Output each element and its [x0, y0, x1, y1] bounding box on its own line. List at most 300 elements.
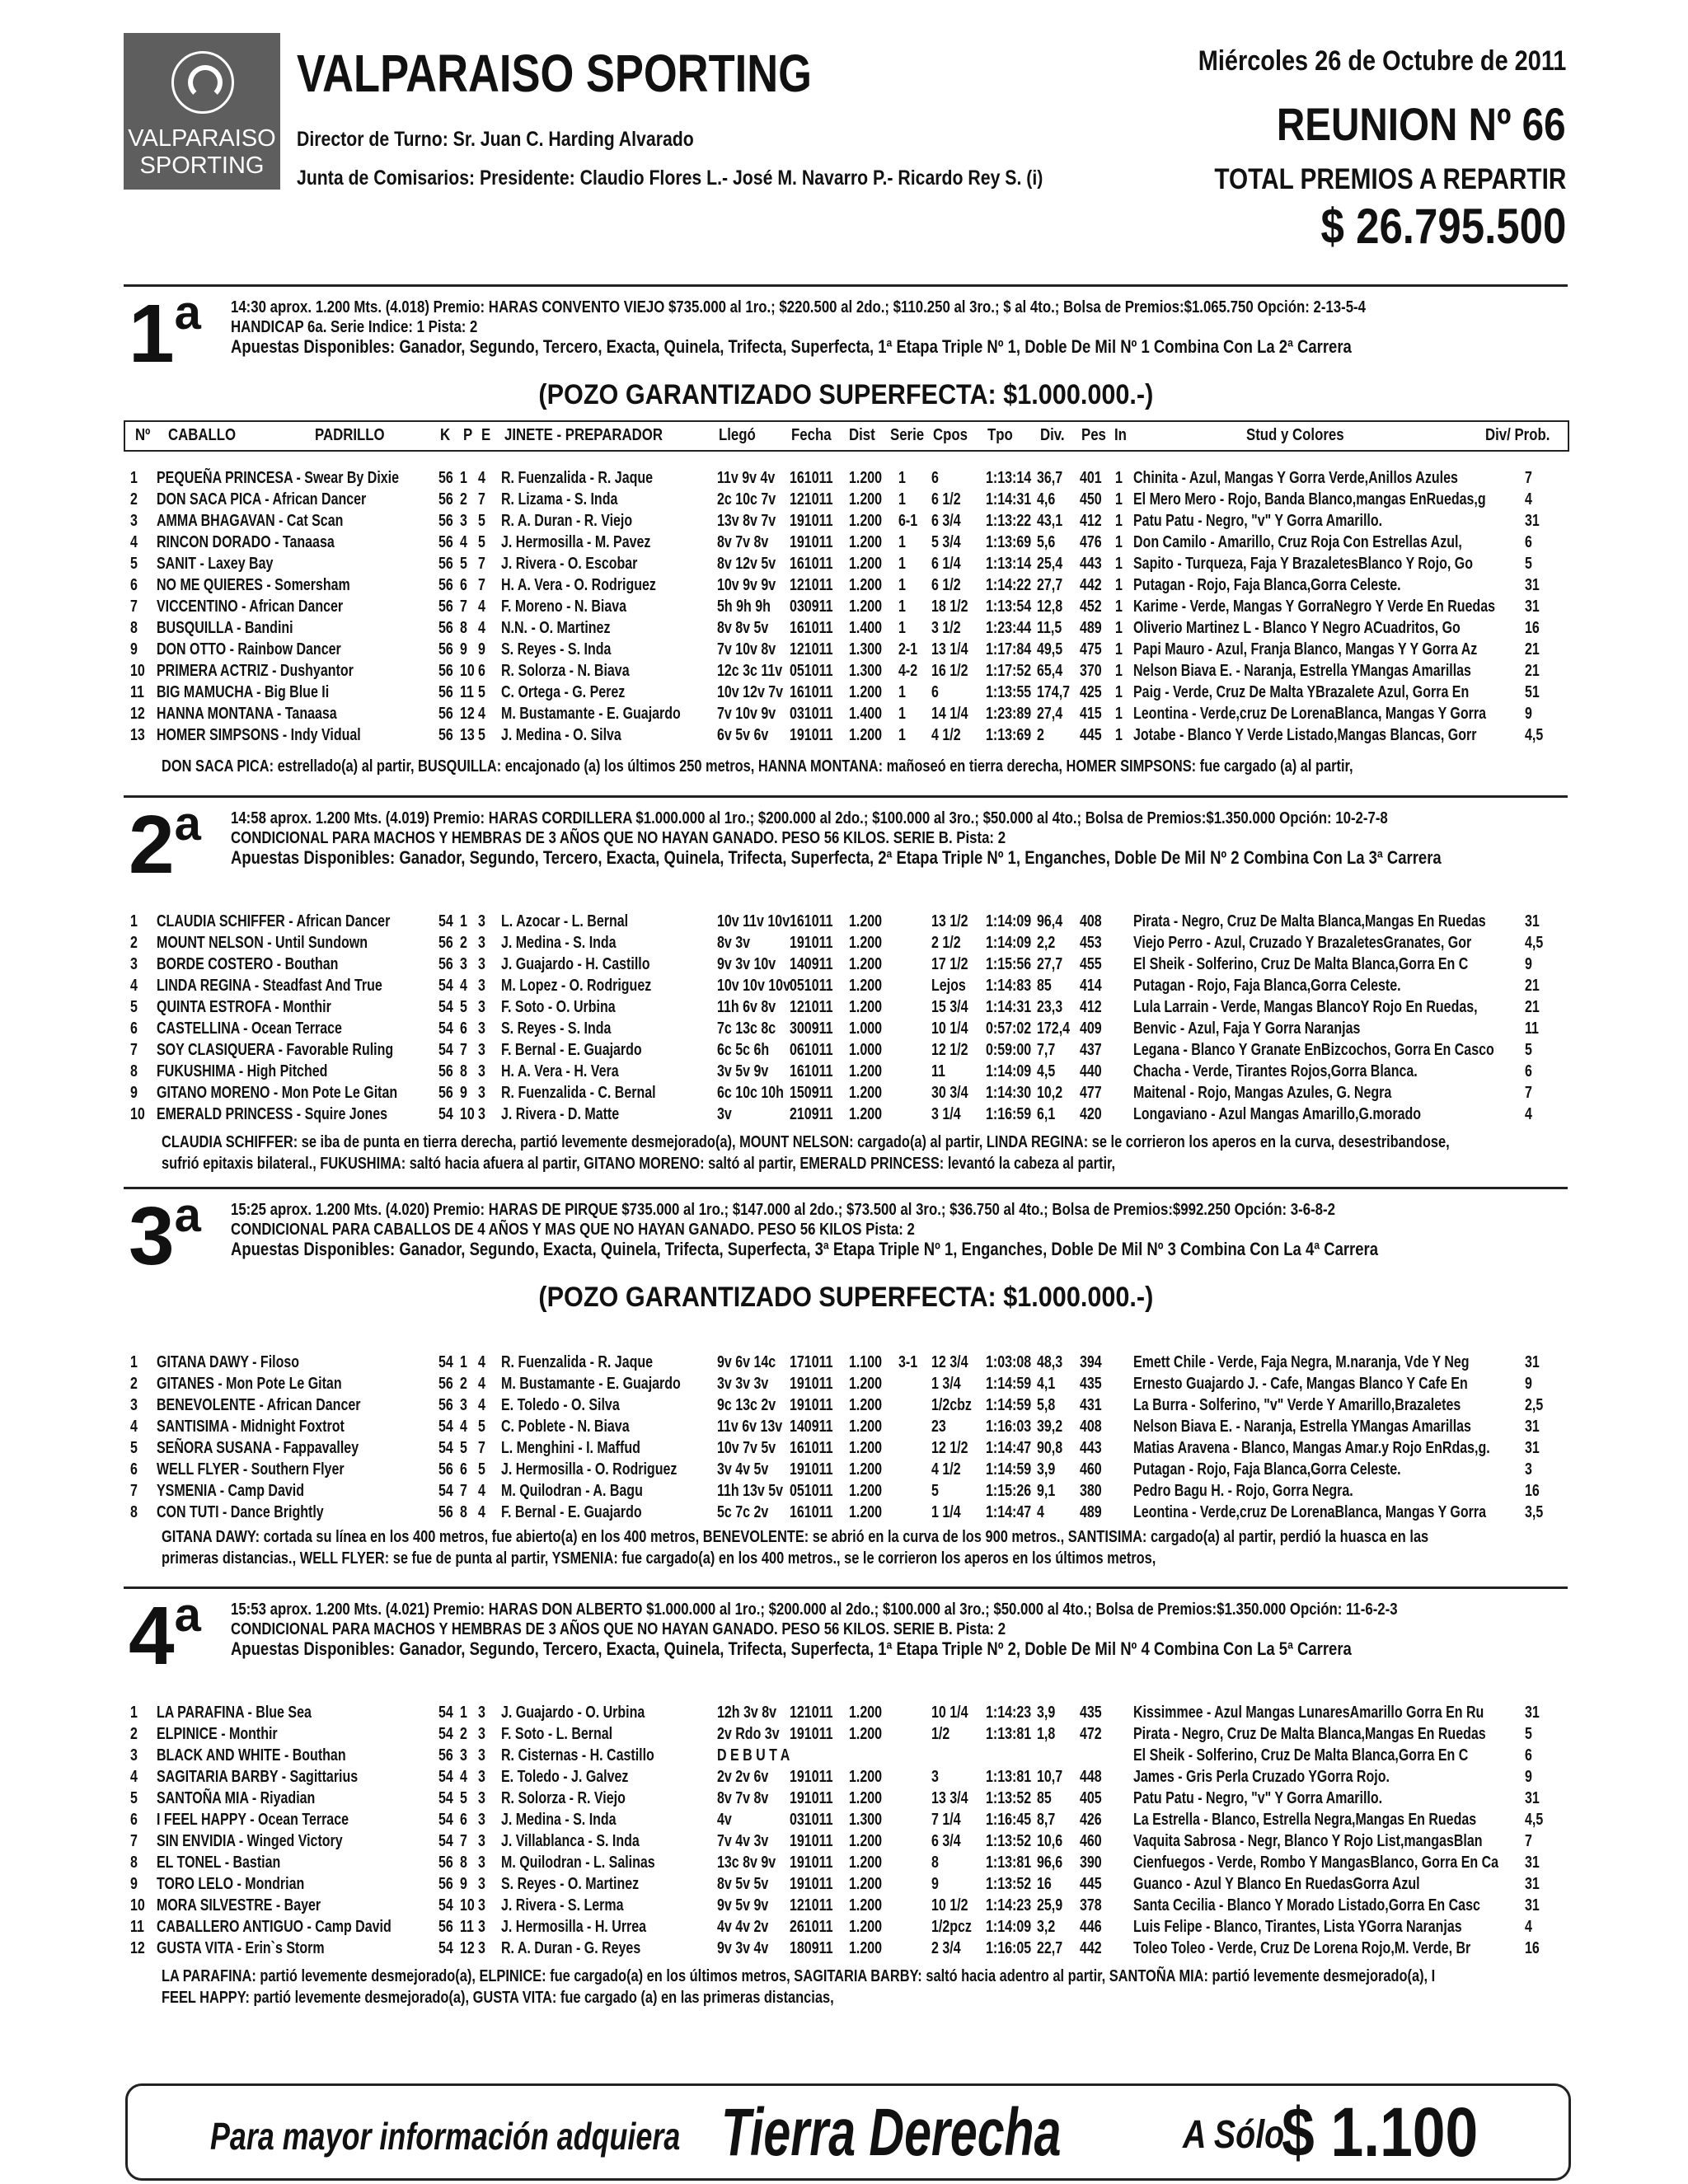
horse-name: AMMA BHAGAVAN - Cat Scan	[157, 512, 344, 530]
div: 27,7	[1037, 955, 1063, 973]
table-row	[124, 1039, 1568, 1061]
e: 7	[478, 576, 485, 594]
fecha: 191011	[790, 512, 833, 530]
fecha: 140911	[790, 955, 833, 973]
cpos: 12 1/2	[931, 1439, 968, 1457]
dist: 1.400	[849, 619, 883, 637]
div: 10,2	[1037, 1084, 1063, 1102]
col-jinete: JINETE - PREPARADOR	[504, 426, 663, 444]
stud-colors: El Sheik - Solferino, Cruz De Malta Blanca,Gorra En C	[1133, 1746, 1469, 1765]
serie: 1	[898, 555, 906, 573]
table-row	[124, 954, 1568, 975]
cpos: 12 3/4	[931, 1353, 968, 1371]
weight: 54	[438, 1768, 453, 1786]
entry-number: 10	[130, 662, 145, 680]
jockey-trainer: S. Reyes - S. Inda	[501, 1019, 612, 1038]
horse-name: CASTELLINA - Ocean Terrace	[157, 1019, 342, 1038]
entry-number: 7	[130, 1041, 138, 1059]
tpo: 1:14:09	[986, 1918, 1032, 1936]
post: 12	[460, 705, 475, 723]
weight: 56	[438, 1746, 453, 1765]
weight: 56	[438, 1375, 453, 1393]
pes: 425	[1080, 683, 1102, 701]
race-entries	[124, 467, 1568, 746]
horse-name: SANTISIMA - Midnight Foxtrot	[157, 1418, 345, 1436]
tpo: 1:14:59	[986, 1375, 1032, 1393]
jockey-trainer: J. Medina - O. Silva	[501, 726, 621, 744]
pes: 455	[1080, 955, 1102, 973]
post: 8	[460, 1503, 467, 1521]
fecha: 191011	[790, 726, 833, 744]
col-stud: Stud y Colores	[1246, 426, 1344, 444]
jockey-trainer: E. Toledo - J. Galvez	[501, 1768, 629, 1786]
weight: 54	[438, 1789, 453, 1807]
table-header	[124, 420, 1569, 452]
e: 3	[478, 934, 485, 952]
fecha: 191011	[790, 533, 833, 551]
serie: 1	[898, 705, 906, 723]
tpo: 1:14:22	[986, 576, 1032, 594]
dist: 1.200	[849, 955, 883, 973]
pes: 437	[1080, 1041, 1102, 1059]
col-tpo: Tpo	[987, 426, 1013, 444]
div-prob: 4,5	[1525, 726, 1544, 744]
div: 6,1	[1037, 1105, 1056, 1123]
pes: 446	[1080, 1918, 1102, 1936]
fecha: 191011	[790, 1396, 833, 1414]
tpo: 1:15:26	[986, 1482, 1032, 1500]
fecha: 161011	[790, 1062, 833, 1080]
pes: 445	[1080, 1875, 1102, 1893]
div: 27,7	[1037, 576, 1063, 594]
e: 3	[478, 1896, 485, 1915]
div-prob: 2,5	[1525, 1396, 1544, 1414]
e: 4	[478, 1396, 485, 1414]
entry-number: 8	[130, 1503, 138, 1521]
table-row	[124, 682, 1568, 703]
post: 10	[460, 662, 475, 680]
horse-name: GITANES - Mon Pote Le Gitan	[157, 1375, 342, 1393]
weight: 54	[438, 1482, 453, 1500]
table-row	[124, 1852, 1568, 1873]
post: 9	[460, 640, 467, 658]
weight: 54	[438, 1725, 453, 1743]
div-prob: 7	[1525, 469, 1532, 487]
fecha: 161011	[790, 1503, 833, 1521]
fecha: 121011	[790, 1704, 833, 1722]
post: 2	[460, 490, 467, 509]
post: 6	[460, 576, 467, 594]
dist: 1.200	[849, 598, 883, 616]
cpos: 4 1/2	[931, 726, 961, 744]
fecha: 191011	[790, 1832, 833, 1850]
stud-colors: Putagan - Rojo, Faja Blanca,Gorra Celeste.	[1133, 977, 1401, 995]
tpo: 1:14:09	[986, 912, 1032, 930]
race-notes	[162, 756, 1563, 777]
div-prob: 5	[1525, 555, 1532, 573]
horse-name: ELPINICE - Monthir	[157, 1725, 278, 1743]
dist: 1.100	[849, 1353, 883, 1371]
dist: 1.200	[849, 1482, 883, 1500]
fecha: 191011	[790, 934, 833, 952]
weight: 56	[438, 934, 453, 952]
stud-colors: Chinita - Azul, Mangas Y Gorra Verde,Anillos Azules	[1133, 469, 1458, 487]
post: 7	[460, 598, 467, 616]
jockey-trainer: J. Hermosilla - O. Rodriguez	[501, 1460, 678, 1479]
race-1	[124, 284, 1568, 783]
llego: 3v 5v 9v	[717, 1062, 769, 1080]
e: 3	[478, 977, 485, 995]
div-prob: 21	[1525, 662, 1540, 680]
tpo: 1:13:52	[986, 1789, 1032, 1807]
horse-name: PRIMERA ACTRIZ - Dushyantor	[157, 662, 354, 680]
pes: 435	[1080, 1704, 1102, 1722]
race-note-line: GITANA DAWY: cortada su línea en los 400 metros, fue abierto(a) en los 400 metros, BENEVOLENTE: se abrió en la curva de los 900 metros., SANTISIMA: cargado(a) al partir, perdió la huasca en las	[162, 1528, 1429, 1546]
post: 2	[460, 1375, 467, 1393]
tpo: 1:23:89	[986, 705, 1032, 723]
fecha: 051011	[790, 977, 833, 995]
cpos: 1/2	[931, 1725, 950, 1743]
stud-colors: Kissimmee - Azul Mangas LunaresAmarillo Gorra En Ru	[1133, 1704, 1484, 1722]
llego: 12c 3c 11v	[717, 662, 783, 680]
stud-colors: Luis Felipe - Blanco, Tirantes, Lista YGorra Naranjas	[1133, 1918, 1462, 1936]
cpos: 10 1/2	[931, 1896, 968, 1915]
stud-colors: Karime - Verde, Mangas Y GorraNegro Y Verde En Ruedas	[1133, 598, 1495, 616]
div: 39,2	[1037, 1418, 1063, 1436]
entry-number: 9	[130, 640, 138, 658]
entry-number: 9	[130, 1084, 138, 1102]
weight: 56	[438, 1084, 453, 1102]
div: 8,7	[1037, 1811, 1056, 1829]
fecha: 191011	[790, 1460, 833, 1479]
fecha: 191011	[790, 1725, 833, 1743]
dist: 1.200	[849, 1503, 883, 1521]
llego: 9c 13c 2v	[717, 1396, 776, 1414]
cpos: 13 1/4	[931, 640, 968, 658]
table-row	[124, 1916, 1568, 1938]
weight: 56	[438, 598, 453, 616]
div-prob: 31	[1525, 1875, 1540, 1893]
div: 7,7	[1037, 1041, 1056, 1059]
horse-name: TORO LELO - Mondrian	[157, 1875, 305, 1893]
cpos: 6	[931, 469, 939, 487]
jockey-trainer: C. Ortega - G. Perez	[501, 683, 626, 701]
in: 1	[1115, 662, 1123, 680]
llego: 6c 10c 10h	[717, 1084, 784, 1102]
horse-name: CLAUDIA SCHIFFER - African Dancer	[157, 912, 391, 930]
e: 7	[478, 490, 485, 509]
table-row	[124, 1873, 1568, 1895]
e: 5	[478, 726, 485, 744]
ad-label: Para mayor información adquiera	[210, 2115, 681, 2158]
div-prob: 31	[1525, 598, 1540, 616]
fecha: 030911	[790, 598, 833, 616]
horse-name: BORDE COSTERO - Bouthan	[157, 955, 339, 973]
jockey-trainer: J. Medina - S. Inda	[501, 1811, 617, 1829]
table-row	[124, 1416, 1568, 1437]
llego: 13c 8v 9v	[717, 1854, 776, 1872]
fecha: 051011	[790, 662, 833, 680]
llego: 2c 10c 7v	[717, 490, 776, 509]
div: 4,6	[1037, 490, 1056, 509]
horse-name: MOUNT NELSON - Until Sundown	[157, 934, 368, 952]
e: 3	[478, 1789, 485, 1807]
col-e: E	[481, 426, 491, 444]
col-pes: Pes	[1081, 426, 1106, 444]
entry-number: 5	[130, 998, 138, 1016]
table-row	[124, 1394, 1568, 1416]
logo-text-2: SPORTING	[139, 152, 265, 179]
pes: 445	[1080, 726, 1102, 744]
horse-name: EL TONEL - Bastian	[157, 1854, 281, 1872]
div: 25,4	[1037, 555, 1063, 573]
tpo: 1:17:52	[986, 662, 1032, 680]
cpos: 7 1/4	[931, 1811, 961, 1829]
stud-colors: El Mero Mero - Rojo, Banda Blanco,mangas EnRuedas,g	[1133, 490, 1486, 509]
post: 4	[460, 977, 467, 995]
race-divider	[124, 795, 1568, 798]
table-row	[124, 911, 1568, 932]
div: 85	[1037, 977, 1052, 995]
pes: 476	[1080, 533, 1102, 551]
jockey-trainer: M. Quilodran - L. Salinas	[501, 1854, 655, 1872]
in: 1	[1115, 469, 1123, 487]
post: 3	[460, 512, 467, 530]
weight: 56	[438, 1875, 453, 1893]
stud-colors: Ernesto Guajardo J. - Cafe, Mangas Blanco Y Cafe En	[1133, 1375, 1468, 1393]
stud-colors: Emett Chile - Verde, Faja Negra, M.naranja, Vde Y Neg	[1133, 1353, 1470, 1371]
race-apuestas: Apuestas Disponibles: Ganador, Segundo, Tercero, Exacta, Quinela, Trifecta, Superfecta, 2ª Etapa Triple Nº 1, Enganches, Doble De Mil Nº 2 Combina Con La 3ª Carrera	[231, 847, 1442, 868]
entry-number: 4	[130, 1768, 138, 1786]
div-prob: 4	[1525, 1918, 1532, 1936]
weight: 56	[438, 1396, 453, 1414]
stud-colors: Pirata - Negro, Cruz De Malta Blanca,Mangas En Ruedas	[1133, 912, 1486, 930]
jockey-trainer: J. Medina - S. Inda	[501, 934, 617, 952]
table-row	[124, 1938, 1568, 1959]
div-prob: 5	[1525, 1725, 1532, 1743]
entry-number: 13	[130, 726, 145, 744]
cpos: 18 1/2	[931, 598, 968, 616]
table-row	[124, 1788, 1568, 1809]
ad-price: $ 1.100	[1282, 2093, 1479, 2171]
e: 4	[478, 1503, 485, 1521]
post: 7	[460, 1482, 467, 1500]
entry-number: 7	[130, 1482, 138, 1500]
pes: 460	[1080, 1832, 1102, 1850]
cpos: 30 3/4	[931, 1084, 968, 1102]
stud-colors: Viejo Perro - Azul, Cruzado Y BrazaletesGranates, Gor	[1133, 934, 1472, 952]
table-row	[124, 1061, 1568, 1082]
div: 25,9	[1037, 1896, 1063, 1915]
weight: 54	[438, 1019, 453, 1038]
dist: 1.300	[849, 640, 883, 658]
jockey-trainer: H. A. Vera - H. Vera	[501, 1062, 619, 1080]
e: 4	[478, 1375, 485, 1393]
dist: 1.200	[849, 1396, 883, 1414]
table-row	[124, 724, 1568, 746]
div: 3,9	[1037, 1704, 1056, 1722]
serie: 1	[898, 726, 906, 744]
race-conditions-line2: CONDICIONAL PARA MACHOS Y HEMBRAS DE 3 AÑOS QUE NO HAYAN GANADO. PESO 56 KILOS. SERIE B. Pista: 2	[231, 829, 1006, 847]
tierra-derecha-ad	[125, 2083, 1571, 2181]
post: 9	[460, 1875, 467, 1893]
weight: 54	[438, 912, 453, 930]
horse-name: CABALLERO ANTIGUO - Camp David	[157, 1918, 392, 1936]
col-serie: Serie	[890, 426, 925, 444]
e: 3	[478, 1084, 485, 1102]
horse-name: FUKUSHIMA - High Pitched	[157, 1062, 328, 1080]
total-premios-label: TOTAL PREMIOS A REPARTIR	[1214, 163, 1566, 195]
div-prob: 11	[1525, 1019, 1539, 1038]
div: 11,5	[1037, 619, 1062, 637]
serie: 1	[898, 619, 906, 637]
fecha: 121011	[790, 640, 833, 658]
post: 1	[460, 1704, 467, 1722]
dist: 1.200	[849, 1062, 883, 1080]
tpo: 1:16:05	[986, 1939, 1032, 1957]
weight: 54	[438, 1832, 453, 1850]
in: 1	[1115, 512, 1123, 530]
llego: 2v 2v 6v	[717, 1768, 769, 1786]
table-row	[124, 1723, 1568, 1745]
pes: 414	[1080, 977, 1102, 995]
race-note-line: LA PARAFINA: partió levemente desmejorado(a), ELPINICE: fue cargado(a) en los últimos metros, SAGITARIA BARBY: saltó hacia adentro al partir, SANTOÑA MIA: partió levemente desmejorado(a), I	[162, 1967, 1436, 1985]
stud-colors: Toleo Toleo - Verde, Cruz De Lorena Rojo,M. Verde, Br	[1133, 1939, 1471, 1957]
table-row	[124, 1895, 1568, 1916]
race-4	[124, 1586, 1568, 2077]
horse-name: WELL FLYER - Southern Flyer	[157, 1460, 345, 1479]
weight: 56	[438, 1918, 453, 1936]
entry-number: 6	[130, 1019, 138, 1038]
pes: 477	[1080, 1084, 1102, 1102]
race-conditions-line1: 15:25 aprox. 1.200 Mts. (4.020) Premio: HARAS DE PIRQUE $735.000 al 1ro.; $147.000 al 2do.; $73.500 al 3ro.; $36.750 al 4to.; Bolsa de Premios:$992.250 Opción: 3-6-8-2	[231, 1201, 1335, 1219]
table-row	[124, 574, 1568, 596]
table-row	[124, 639, 1568, 660]
div: 1,8	[1037, 1725, 1056, 1743]
stud-colors: Longaviano - Azul Mangas Amarillo,G.morado	[1133, 1105, 1422, 1123]
tpo: 1:14:59	[986, 1460, 1032, 1479]
pes: 412	[1080, 512, 1102, 530]
dist: 1.200	[849, 1105, 883, 1123]
jockey-trainer: M. Bustamante - E. Guajardo	[501, 705, 681, 723]
div: 3,2	[1037, 1918, 1056, 1936]
entry-number: 3	[130, 512, 138, 530]
weight: 56	[438, 555, 453, 573]
tpo: 1:14:31	[986, 998, 1032, 1016]
entry-number: 1	[130, 1353, 138, 1371]
div: 9,1	[1037, 1482, 1056, 1500]
weight: 54	[438, 998, 453, 1016]
col-cpos: Cpos	[933, 426, 968, 444]
div-prob: 51	[1525, 683, 1540, 701]
e: 5	[478, 533, 485, 551]
jockey-trainer: F. Soto - O. Urbina	[501, 998, 616, 1016]
fecha: 171011	[790, 1353, 833, 1371]
horseshoe-icon	[171, 51, 234, 114]
pes: 460	[1080, 1460, 1102, 1479]
div-prob: 4	[1525, 1105, 1532, 1123]
tpo: 1:13:69	[986, 726, 1032, 744]
llego: 10v 10v 10v	[717, 977, 790, 995]
col-fecha: Fecha	[791, 426, 832, 444]
jockey-trainer: J. Villablanca - S. Inda	[501, 1832, 640, 1850]
stud-colors: Nelson Biava E. - Naranja, Estrella YMangas Amarillas	[1133, 1418, 1471, 1436]
cpos: 1/2pcz	[931, 1918, 972, 1936]
weight: 54	[438, 1811, 453, 1829]
fecha: 161011	[790, 1439, 833, 1457]
e: 3	[478, 1918, 485, 1936]
pes: 442	[1080, 576, 1102, 594]
cpos: 6 3/4	[931, 512, 961, 530]
fecha: 161011	[790, 469, 833, 487]
e: 7	[478, 555, 485, 573]
pozo-garantizado: (POZO GARANTIZADO SUPERFECTA: $1.000.000.-)	[538, 1282, 1153, 1313]
col-llego: Llegó	[719, 426, 756, 444]
cpos: 11	[931, 1062, 945, 1080]
post: 10	[460, 1105, 475, 1123]
horse-name: CON TUTI - Dance Brightly	[157, 1503, 324, 1521]
entry-number: 8	[130, 619, 138, 637]
cpos: 1/2cbz	[931, 1396, 972, 1414]
e: 3	[478, 998, 485, 1016]
div-prob: 31	[1525, 912, 1540, 930]
tpo: 1:13:14	[986, 555, 1032, 573]
post: 9	[460, 1084, 467, 1102]
div-prob: 3,5	[1525, 1503, 1544, 1521]
table-row	[124, 1104, 1568, 1125]
entry-number: 10	[130, 1105, 145, 1123]
cpos: 2 3/4	[931, 1939, 961, 1957]
in: 1	[1115, 619, 1123, 637]
llego: 8v 12v 5v	[717, 555, 776, 573]
cpos: 17 1/2	[931, 955, 968, 973]
cpos: 6 3/4	[931, 1832, 961, 1850]
post: 3	[460, 1396, 467, 1414]
post: 4	[460, 533, 467, 551]
ad-asolo: A Sólo	[1183, 2113, 1285, 2157]
dist: 1.200	[849, 1939, 883, 1957]
jockey-trainer: M. Lopez - O. Rodriguez	[501, 977, 652, 995]
in: 1	[1115, 705, 1123, 723]
llego: 6c 5c 6h	[717, 1041, 770, 1059]
llego: 7v 4v 3v	[717, 1832, 769, 1850]
jockey-trainer: L. Menghini - I. Maffud	[501, 1439, 640, 1457]
fecha: 191011	[790, 1854, 833, 1872]
jockey-trainer: J. Hermosilla - H. Urrea	[501, 1918, 647, 1936]
col-div: Div.	[1040, 426, 1065, 444]
pes: 489	[1080, 619, 1102, 637]
entry-number: 6	[130, 576, 138, 594]
table-row	[124, 932, 1568, 954]
e: 3	[478, 1019, 485, 1038]
entry-number: 6	[130, 1811, 138, 1829]
post: 5	[460, 555, 467, 573]
race-note-line: sufrió epitaxis bilateral., FUKUSHIMA: saltó hacia afuera al partir, GITANO MORENO: saltó al partir, EMERALD PRINCESS: levantó la cabeza al partir,	[162, 1155, 1116, 1173]
table-row	[124, 1437, 1568, 1459]
race-conditions-line1: 14:30 aprox. 1.200 Mts. (4.018) Premio: HARAS CONVENTO VIEJO $735.000 al 1ro.; $220.500 al 2do.; $110.250 al 3ro.; $ al 4to.; Bolsa de Premios:$1.065.750 Opción: 2-13-5-4	[231, 298, 1366, 316]
in: 1	[1115, 533, 1123, 551]
in: 1	[1115, 683, 1123, 701]
dist: 1.300	[849, 662, 883, 680]
llego: 10v 12v 7v	[717, 683, 784, 701]
ad-brand: Tierra Derecha	[721, 2095, 1062, 2170]
llego: 9v 6v 14c	[717, 1353, 776, 1371]
horse-name: LA PARAFINA - Blue Sea	[157, 1704, 312, 1722]
tpo: 1:13:81	[986, 1768, 1032, 1786]
race-apuestas: Apuestas Disponibles: Ganador, Segundo, Exacta, Quinela, Trifecta, Superfecta, 3ª Etapa Triple Nº 1, Enganches, Doble De Mil Nº 3 Combina Con La 4ª Carrera	[231, 1239, 1378, 1259]
weight: 56	[438, 490, 453, 509]
post: 10	[460, 1896, 475, 1915]
